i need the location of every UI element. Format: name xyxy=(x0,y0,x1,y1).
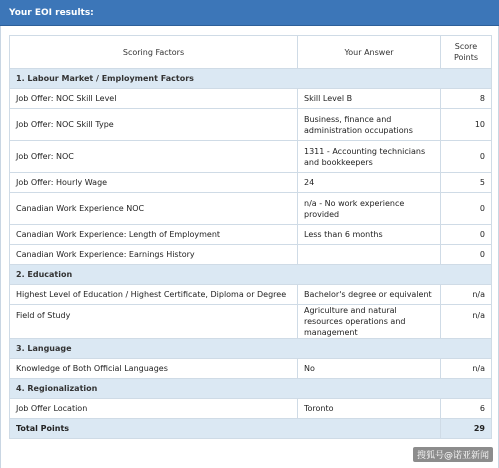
factor-cell: Knowledge of Both Official Languages xyxy=(10,359,298,379)
points-cell: 0 xyxy=(441,225,492,245)
results-title: Your EOI results: xyxy=(9,8,94,18)
answer-cell: 24 xyxy=(298,173,441,193)
answer-cell: n/a - No work experience provided xyxy=(298,193,441,225)
section-regionalization xyxy=(10,379,492,399)
section-title: 4. Regionalization xyxy=(10,379,492,399)
factor-cell: Highest Level of Education / Highest Certificate, Diploma or Degree xyxy=(10,285,298,305)
table-row xyxy=(10,399,492,419)
points-cell: 6 xyxy=(441,399,492,419)
results-header xyxy=(0,0,499,26)
answer-cell: Bachelor's degree or equivalent xyxy=(298,285,441,305)
factor-cell: Canadian Work Experience: Length of Employment xyxy=(10,225,298,245)
points-cell: 0 xyxy=(441,193,492,225)
points-cell: n/a xyxy=(441,305,492,339)
factor-cell: Job Offer: NOC Skill Type xyxy=(10,109,298,141)
answer-cell: Less than 6 months xyxy=(298,225,441,245)
answer-cell: No xyxy=(298,359,441,379)
total-row xyxy=(10,419,492,439)
table-row xyxy=(10,359,492,379)
column-header-score-points: Score Points xyxy=(441,36,492,69)
table-row xyxy=(10,193,492,225)
answer-cell: Toronto xyxy=(298,399,441,419)
factor-cell: Field of Study xyxy=(10,305,298,339)
column-header-scoring-factors: Scoring Factors xyxy=(10,36,298,69)
section-labour-market xyxy=(10,69,492,89)
factor-cell: Job Offer: NOC xyxy=(10,141,298,173)
table-row xyxy=(10,245,492,265)
table-row xyxy=(10,305,492,339)
answer-cell xyxy=(298,245,441,265)
points-cell: 10 xyxy=(441,109,492,141)
results-panel xyxy=(0,26,499,468)
table-row xyxy=(10,89,492,109)
factor-cell: Canadian Work Experience: Earnings History xyxy=(10,245,298,265)
factor-cell: Job Offer: Hourly Wage xyxy=(10,173,298,193)
section-title: 1. Labour Market / Employment Factors xyxy=(10,69,492,89)
factor-cell: Job Offer: NOC Skill Level xyxy=(10,89,298,109)
table-header-row xyxy=(10,36,492,69)
points-cell: 5 xyxy=(441,173,492,193)
points-cell: 0 xyxy=(441,245,492,265)
points-cell: 0 xyxy=(441,141,492,173)
eoi-results-table xyxy=(9,35,492,439)
watermark: 搜狐号@诺亚新闻 xyxy=(413,447,493,462)
answer-cell: 1311 - Accounting technicians and bookkeepers xyxy=(298,141,441,173)
points-cell: 8 xyxy=(441,89,492,109)
section-title: 2. Education xyxy=(10,265,492,285)
table-row xyxy=(10,109,492,141)
factor-cell: Canadian Work Experience NOC xyxy=(10,193,298,225)
total-label: Total Points xyxy=(10,419,441,439)
table-row xyxy=(10,141,492,173)
table-row xyxy=(10,285,492,305)
section-education xyxy=(10,265,492,285)
answer-cell: Business, finance and administration occupations xyxy=(298,109,441,141)
section-language xyxy=(10,339,492,359)
table-row xyxy=(10,173,492,193)
column-header-your-answer: Your Answer xyxy=(298,36,441,69)
points-cell: n/a xyxy=(441,359,492,379)
answer-cell: Agriculture and natural resources operations and management xyxy=(298,305,441,339)
points-cell: n/a xyxy=(441,285,492,305)
table-row xyxy=(10,225,492,245)
section-title: 3. Language xyxy=(10,339,492,359)
total-points: 29 xyxy=(441,419,492,439)
factor-cell: Job Offer Location xyxy=(10,399,298,419)
answer-cell: Skill Level B xyxy=(298,89,441,109)
